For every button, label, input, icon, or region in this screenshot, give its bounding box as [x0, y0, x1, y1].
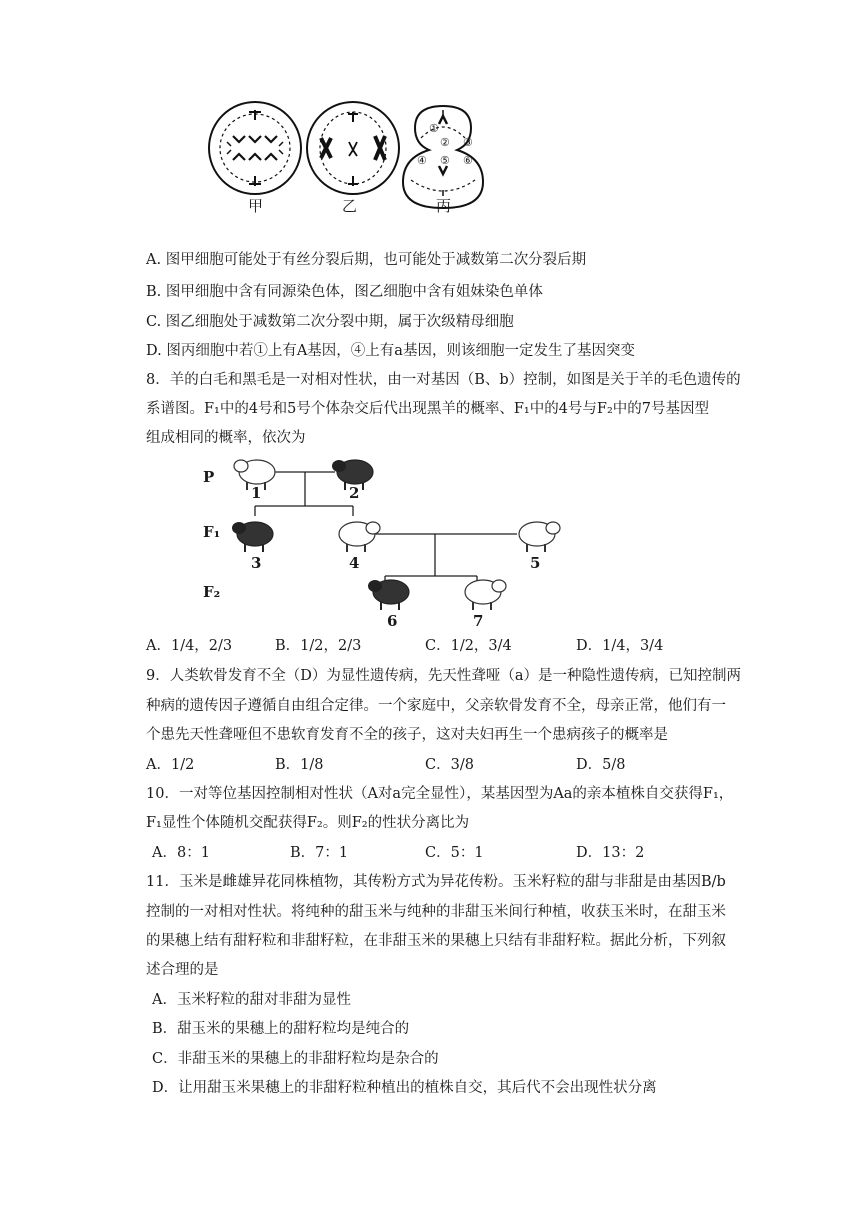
q7-option-d: D. 图丙细胞中若①上有A基因，④上有a基因，则该细胞一定发生了基因突变	[146, 343, 635, 359]
q11-line-4: 述合理的是	[146, 962, 219, 978]
generation-f2: F₂	[203, 583, 221, 601]
q11-line-2: 控制的一对相对性状。将纯种的甜玉米与纯种的非甜玉米间行种植，收获玉米时，在甜玉米	[146, 904, 726, 920]
pedigree-lines	[195, 450, 575, 630]
q9-line-1: 9．人类软骨发育不全（D）为显性遗传病，先天性聋哑（a）是一种隐性遗传病，已知控制两	[146, 668, 741, 684]
cell-yi	[307, 102, 399, 194]
label-yi: 乙	[342, 197, 358, 215]
sheep-4-white-icon	[339, 522, 380, 552]
q10-option-d: D．13：2	[576, 845, 645, 861]
label-bing: 丙	[436, 197, 452, 215]
q10-option-a: A．8：1	[152, 845, 210, 861]
marker-1: ①	[429, 122, 439, 135]
individual-5: 5	[530, 554, 541, 572]
sheep-3-black-icon	[232, 522, 273, 552]
q9-line-3: 个患先天性聋哑但不患软育发育不全的孩子，这对夫妇再生一个患病孩子的概率是	[146, 727, 668, 743]
generation-f1: F₁	[203, 523, 221, 541]
q10-option-b: B．7：1	[290, 845, 349, 861]
q11-option-c: C．非甜玉米的果穗上的非甜籽粒均是杂合的	[152, 1051, 439, 1067]
q9-option-b: B．1/8	[275, 757, 324, 773]
pedigree-chart	[195, 450, 575, 630]
generation-p: P	[203, 468, 215, 486]
q10-line-1: 10．一对等位基因控制相对性状（A对a完全显性），某基因型为Aa的亲本植株自交获得F₁，	[146, 786, 734, 802]
q8-line-3: 组成相同的概率，依次为	[146, 430, 306, 446]
q8-option-d: D．1/4，3/4	[576, 638, 664, 654]
q8-option-a: A．1/4，2/3	[146, 638, 233, 654]
q11-option-a: A．玉米籽粒的甜对非甜为显性	[152, 992, 351, 1008]
individual-6: 6	[387, 612, 398, 630]
q10-option-c: C．5：1	[425, 845, 484, 861]
q11-line-1: 11．玉米是雌雄异花同株植物，其传粉方式为异花传粉。玉米籽粒的甜与非甜是由基因B/b	[146, 874, 726, 890]
individual-2: 2	[349, 484, 360, 502]
sheep-5-white-icon	[519, 522, 560, 552]
q7-option-a: A. 图甲细胞可能处于有丝分裂后期，也可能处于减数第二次分裂后期	[146, 252, 587, 268]
marker-6: ⑥	[463, 154, 473, 167]
marker-3: ③	[463, 136, 473, 149]
label-jia: 甲	[248, 197, 264, 215]
q9-option-a: A．1/2	[146, 757, 195, 773]
marker-4: ④	[417, 154, 427, 167]
q11-option-d: D．让用甜玉米果穗上的非甜籽粒种植出的植株自交，其后代不会出现性状分离	[152, 1080, 657, 1096]
q8-line-2: 系谱图。F₁中的4号和5号个体杂交后代出现黑羊的概率、F₁中的4号与F₂中的7号基因型	[146, 401, 710, 417]
q9-line-2: 种病的遗传因子遵循自由组合定律。一个家庭中，父亲软骨发育不全，母亲正常，他们有一	[146, 698, 726, 714]
individual-1: 1	[251, 484, 262, 502]
individual-4: 4	[349, 554, 360, 572]
q11-option-b: B．甜玉米的果穗上的甜籽粒均是纯合的	[152, 1021, 410, 1037]
marker-2: ②	[440, 136, 450, 149]
q8-option-c: C．1/2，3/4	[425, 638, 512, 654]
q10-line-2: F₁显性个体随机交配获得F₂。则F₂的性状分离比为	[146, 815, 470, 831]
q9-option-c: C．3/8	[425, 757, 474, 773]
q11-line-3: 的果穗上结有甜籽粒和非甜籽粒，在非甜玉米的果穗上只结有非甜籽粒。据此分析，下列叙	[146, 933, 726, 949]
q7-option-b: B. 图甲细胞中含有同源染色体，图乙细胞中含有姐妹染色单体	[146, 284, 543, 300]
sheep-6-black-icon	[368, 580, 409, 610]
individual-3: 3	[251, 554, 262, 572]
cell-jia	[209, 102, 301, 194]
sheep-7-white-icon	[465, 580, 506, 610]
q8-line-1: 8．羊的白毛和黑毛是一对相对性状，由一对基因（B、b）控制，如图是关于羊的毛色遗传的	[146, 372, 741, 388]
q7-option-c: C. 图乙细胞处于减数第二次分裂中期，属于次级精母细胞	[146, 314, 514, 330]
marker-5: ⑤	[440, 154, 450, 167]
q9-option-d: D．5/8	[576, 757, 626, 773]
individual-7: 7	[473, 612, 484, 630]
q8-option-b: B．1/2，2/3	[275, 638, 362, 654]
